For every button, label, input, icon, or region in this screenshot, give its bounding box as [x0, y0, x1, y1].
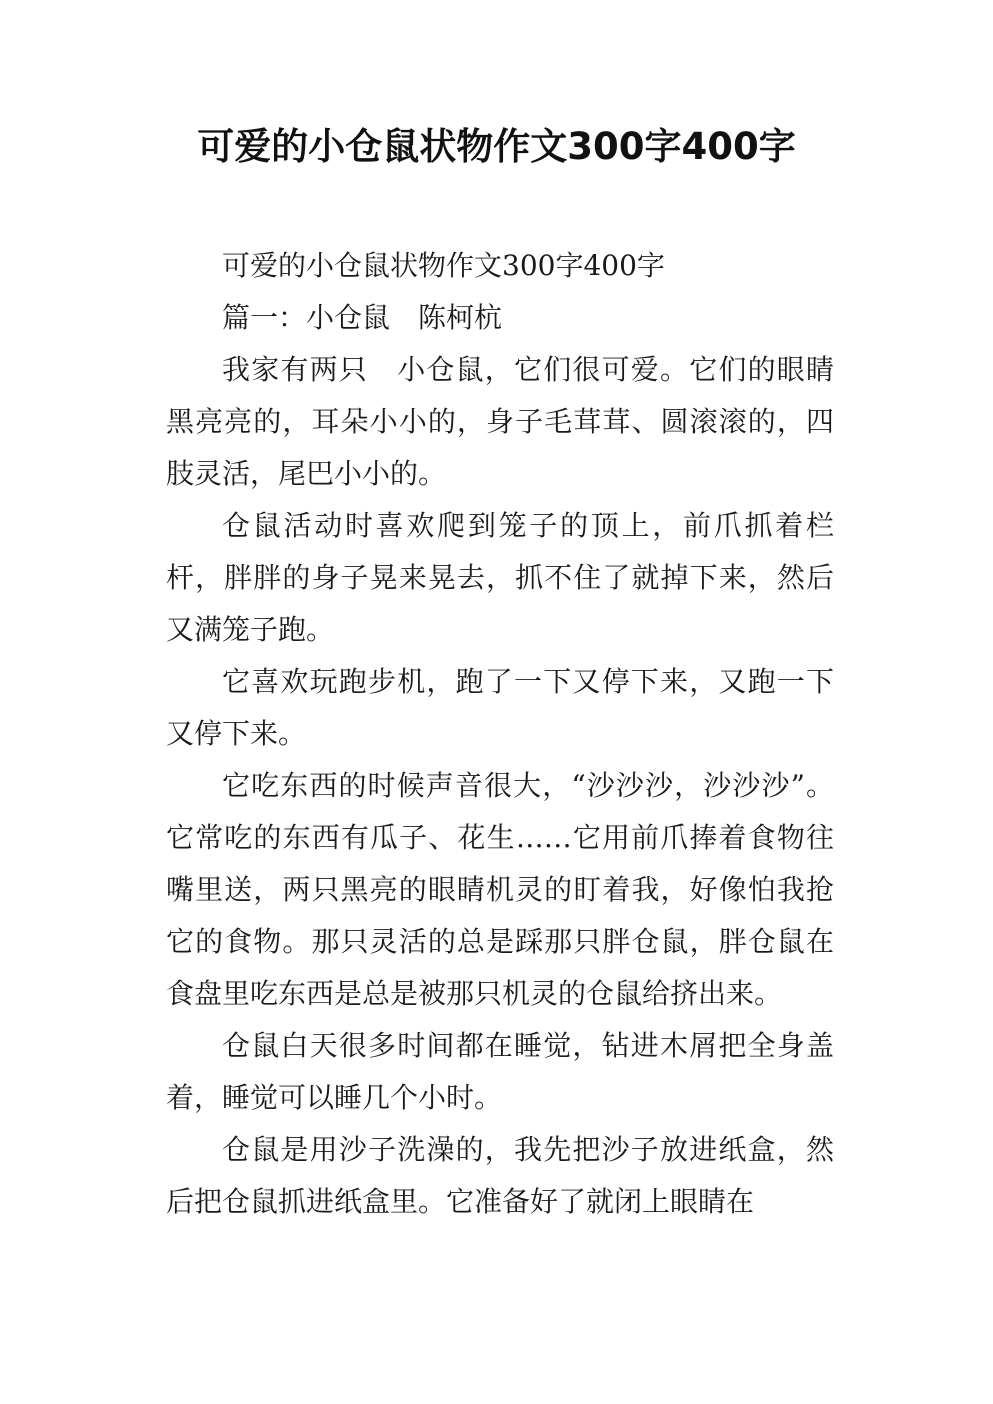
- paragraph: 它喜欢玩跑步机，跑了一下又停下来，又跑一下又停下来。: [166, 665, 834, 750]
- paragraph: 仓鼠活动时喜欢爬到笼子的顶上，前爪抓着栏杆，胖胖的身子晃来晃去，抓不住了就掉下来，然后又满笼子跑。: [166, 509, 834, 646]
- paragraph: 仓鼠白天很多时间都在睡觉，钻进木屑把全身盖着，睡觉可以睡几个小时。: [166, 1029, 834, 1114]
- paragraph: 我家有两只 小仓鼠，它们很可爱。它们的眼睛黑亮亮的，耳朵小小的，身子毛茸茸、圆滚滚的，四肢灵活，尾巴小小的。: [166, 353, 834, 490]
- paragraph: 它吃东西的时候声音很大，“沙沙沙，沙沙沙”。它常吃的东西有瓜子、花生……它用前爪捧着食物往嘴里送，两只黑亮的眼睛机灵的盯着我，好像怕我抢它的食物。那只灵活的总是踩那只胖仓鼠，胖仓鼠在食盘里吃东西是总是被那只机灵的仓鼠给挤出来。: [166, 769, 834, 1010]
- paragraph-chapter-heading: 篇一：小仓鼠 陈柯杭: [222, 301, 503, 334]
- paragraph: 仓鼠是用沙子洗澡的，我先把沙子放进纸盒，然后把仓鼠抓进纸盒里。它准备好了就闭上眼睛在: [166, 1133, 834, 1218]
- document-title: 可爱的小仓鼠状物作文300字400字: [197, 125, 796, 168]
- document-body: [166, 240, 834, 1228]
- paragraph-subtitle: 可爱的小仓鼠状物作文300字400字: [222, 249, 665, 282]
